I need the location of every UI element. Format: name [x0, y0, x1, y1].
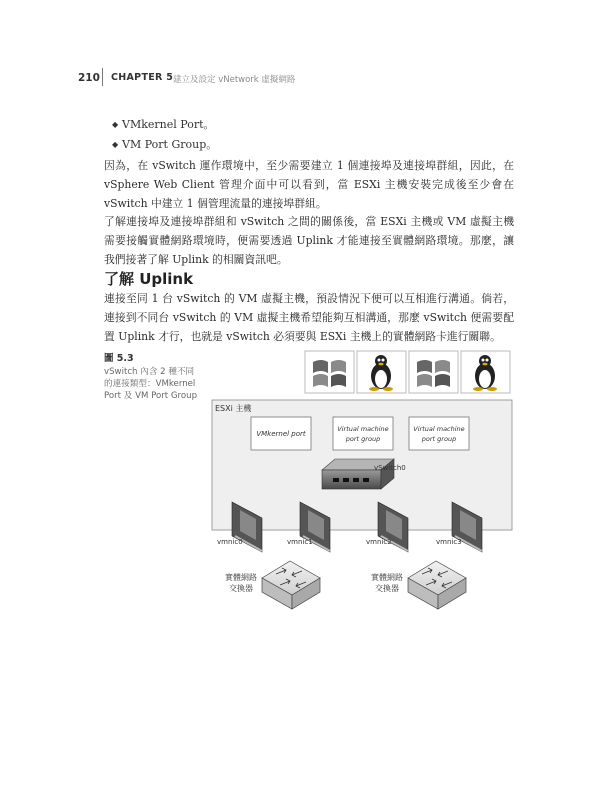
paragraph-3: 連接至同 1 台 vSwitch 的 VM 虛擬主機，預設情況下便可以互相進行溝通。倘若，連接到不同台 vSwitch 的 VM 虛擬主機希望能夠互相溝通，那麼 vSwitch 便需要配置 Uplink 才行，也就是 vSwitch 必須要與 ESXi 主機上的實體網路卡進行關聯。 — [104, 292, 514, 343]
physical-switch-label-1a: 實體網路 — [225, 573, 257, 582]
physical-switch-icon — [408, 561, 466, 609]
vswitch-label: vSwitch0 — [374, 464, 406, 472]
chapter-label: CHAPTER 5 — [111, 72, 174, 83]
bullet-dot-icon: ◆ — [112, 140, 119, 149]
vmkernel-port-label: VMkernel port — [256, 430, 306, 438]
vm-port-group-label-1b: port group — [345, 435, 381, 443]
nic-label: vmnic2 — [366, 538, 392, 546]
linux-icon — [461, 351, 510, 393]
figure-caption-text: vSwitch 內含 2 種不同的連接類型：VMkernel Port 及 VM Port Group — [104, 367, 198, 401]
page-number: 210 — [78, 72, 100, 84]
esxi-host-label: ESXi 主機 — [215, 404, 252, 413]
windows-icon — [409, 351, 458, 393]
windows-icon — [305, 351, 354, 393]
linux-icon — [357, 351, 406, 393]
vm-port-group-label-1a: Virtual machine — [337, 425, 389, 433]
bullet-text: VMkernel Port。 — [122, 118, 215, 131]
vm-port-group-box-1 — [333, 417, 393, 450]
section-heading: 了解 Uplink — [104, 270, 194, 288]
nic-label: vmnic0 — [217, 538, 243, 546]
vm-port-group-label-2b: port group — [421, 435, 457, 443]
figure-label: 圖 5.3 — [104, 353, 134, 364]
nic-label: vmnic1 — [287, 538, 313, 546]
paragraph-2: 了解連接埠及連接埠群組和 vSwitch 之間的關係後，當 ESXi 主機或 VM 虛擬主機需要接觸實體網路環境時，便需要透過 Uplink 才能連接至實體網路環境。那麼，讓我們接著了解 Uplink 的相關資訊吧。 — [104, 215, 514, 266]
physical-switch-label-2b: 交換器 — [375, 584, 399, 593]
physical-switch-label-2a: 實體網路 — [371, 573, 403, 582]
bullet-text: VM Port Group。 — [122, 138, 218, 151]
paragraph-1: 因為，在 vSwitch 運作環境中，至少需要建立 1 個連接埠及連接埠群組，因此，在 vSphere Web Client 管理介面中可以看到，當 ESXi 主機安裝完成後至少會在 vSwitch 中建立 1 個管理流量的連接埠群組。 — [104, 159, 514, 210]
physical-switch-label-1b: 交換器 — [229, 584, 253, 593]
nic-label: vmnic3 — [436, 538, 462, 546]
vm-port-group-box-2 — [409, 417, 469, 450]
vm-icon-row — [305, 351, 510, 393]
vm-port-group-label-2a: Virtual machine — [413, 425, 465, 433]
bullet-dot-icon: ◆ — [112, 120, 119, 129]
physical-switch-icon — [262, 561, 320, 609]
chapter-title: 建立及設定 vNetwork 虛擬網路 — [173, 75, 296, 85]
